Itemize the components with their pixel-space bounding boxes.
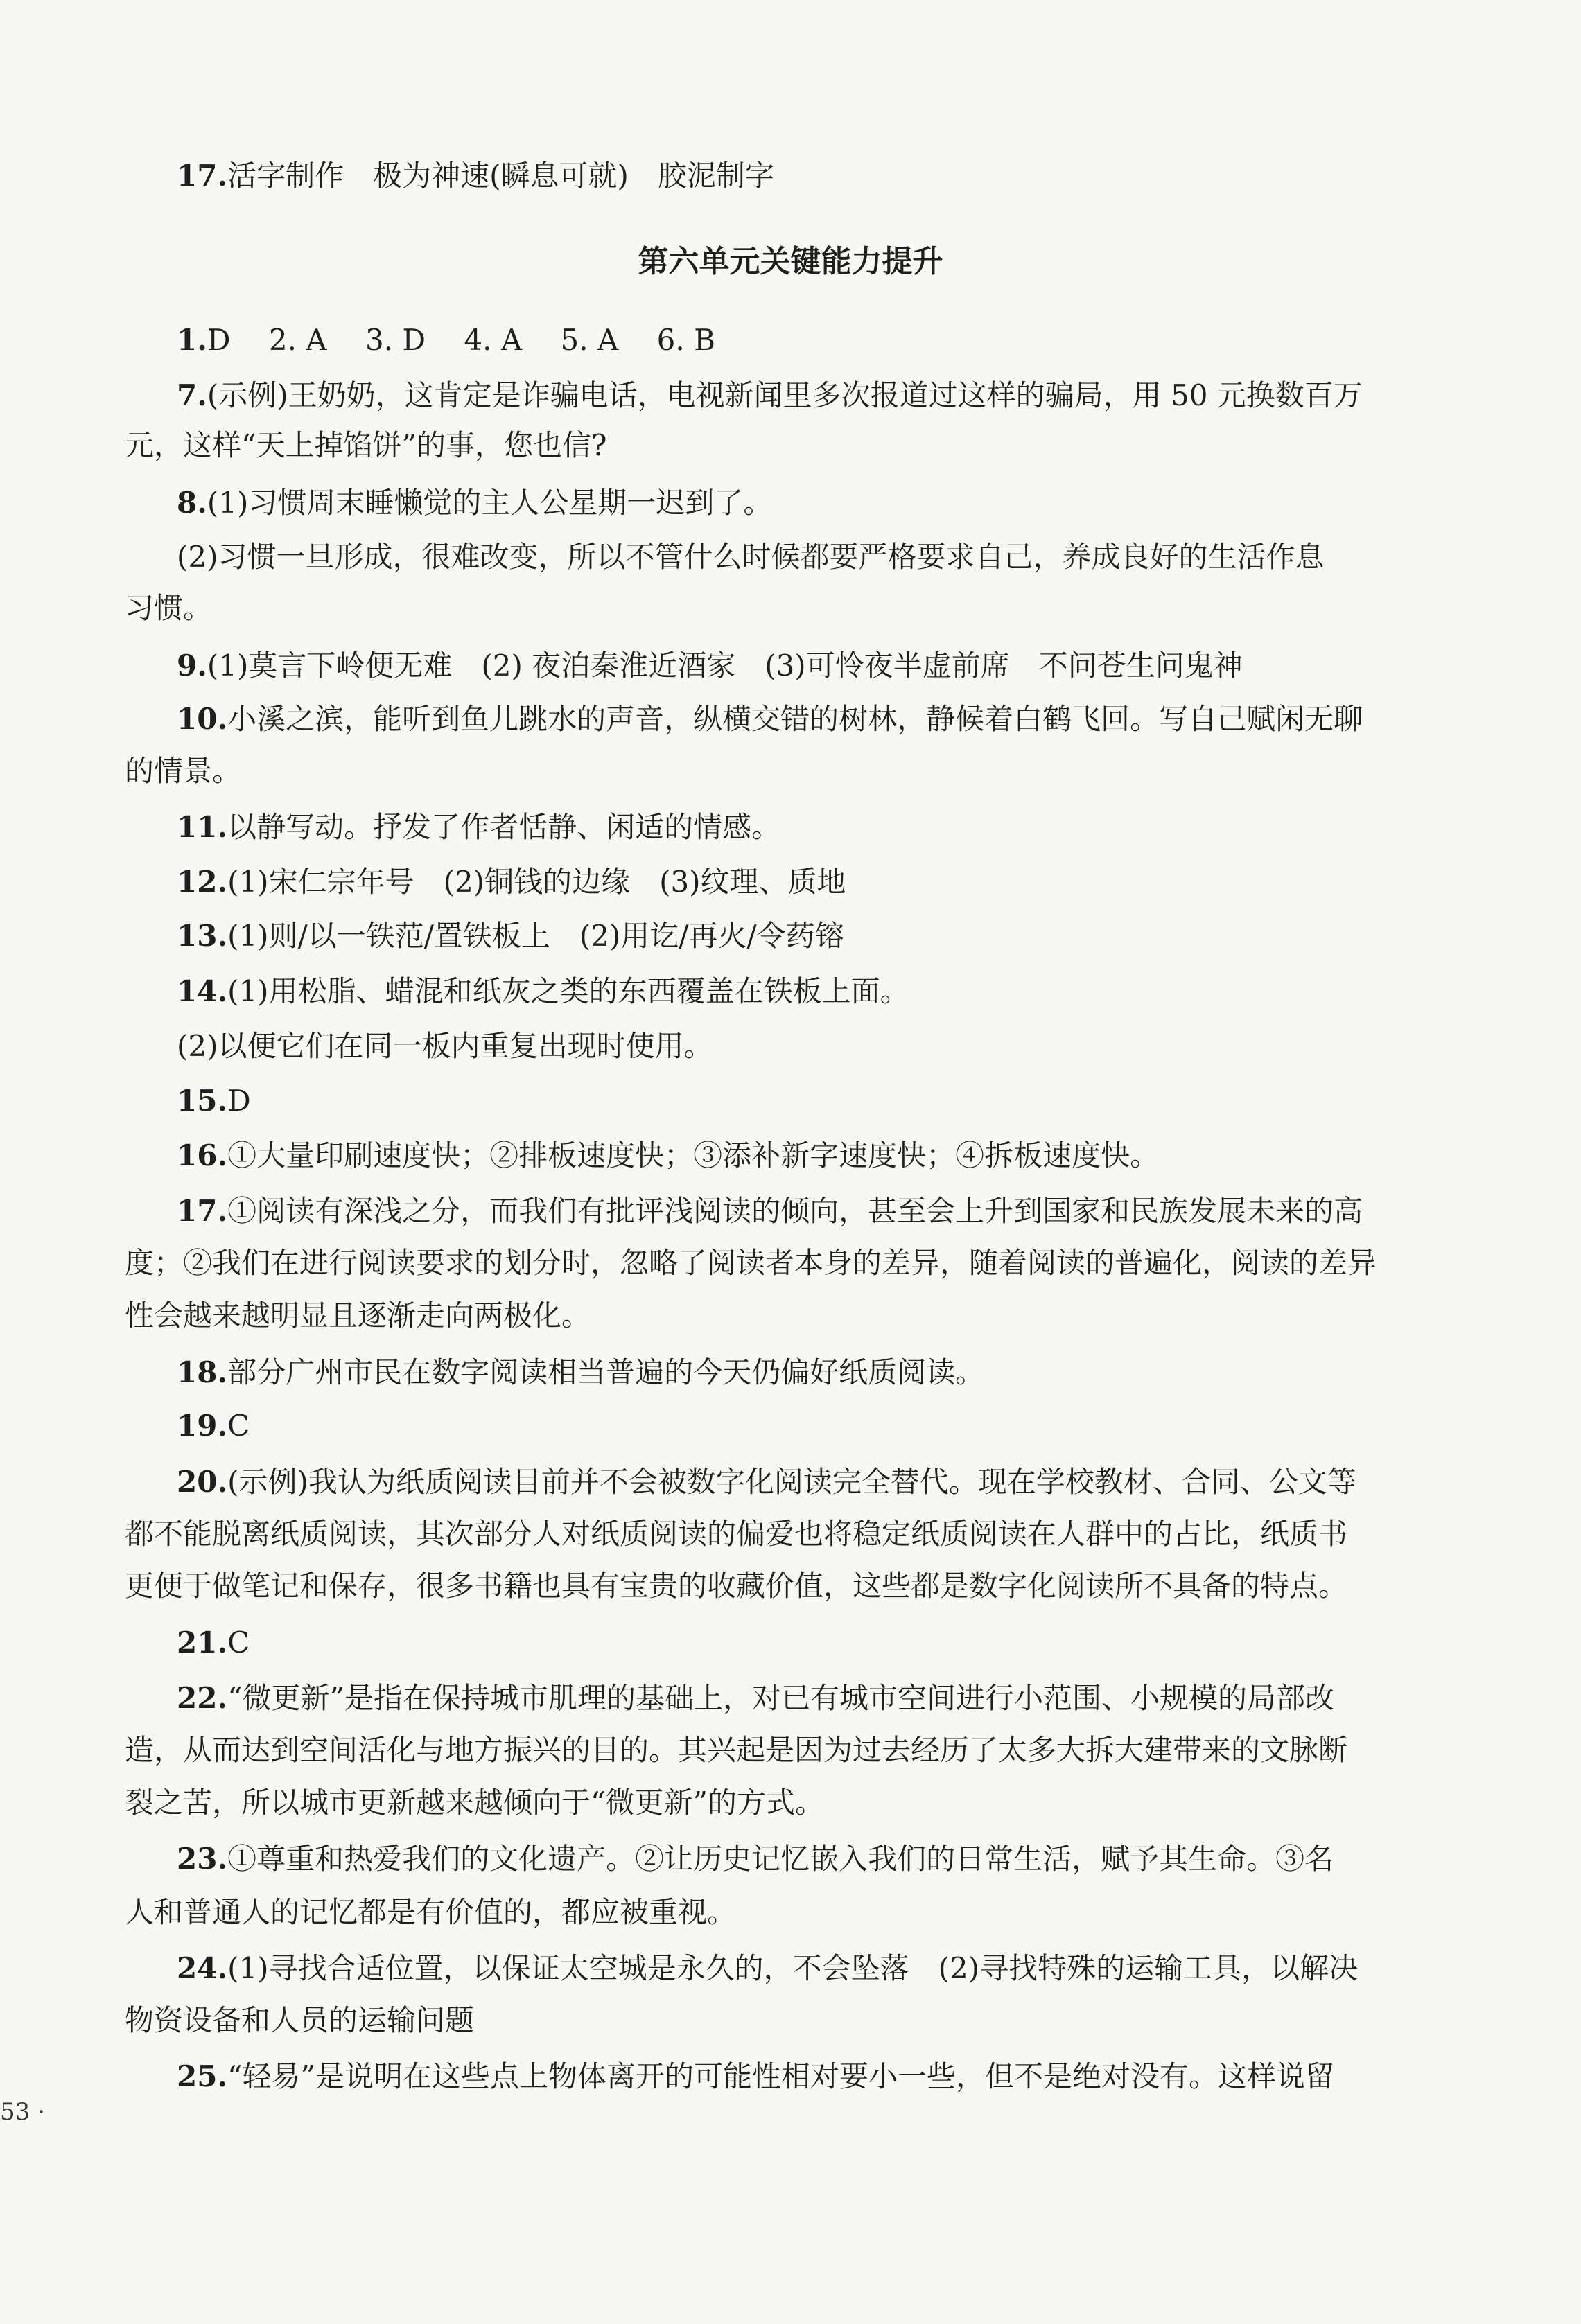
item-text: 造，从而达到空间活化与地方振兴的目的。其兴起是因为过去经历了太多大拆大建带来的文脉断: [125, 1733, 1348, 1767]
item-text: 人和普通人的记忆都是有价值的，都应被重视。: [125, 1895, 737, 1929]
item-text: (2)以便它们在同一板内重复出现时使用。: [177, 1029, 713, 1063]
answer-line: [177, 974, 909, 1010]
answer-line: [177, 864, 846, 900]
item-number: 10.: [177, 702, 228, 736]
answer-line-cont: [125, 428, 606, 464]
item-number: 24.: [177, 1951, 228, 1985]
item-text: 度；②我们在进行阅读要求的划分时，忽略了阅读者本身的差异，随着阅读的普遍化，阅读的差异: [125, 1246, 1377, 1280]
item-number: 20.: [177, 1465, 228, 1499]
answer-line-cont: [125, 2002, 474, 2039]
answer-line-cont: [125, 1568, 1347, 1604]
answer-line-cont: [125, 1732, 1347, 1768]
answer-line: [177, 1355, 984, 1391]
item-text: (1)习惯周末睡懒觉的主人公星期一迟到了。: [207, 486, 773, 520]
item-number: 21.: [177, 1626, 228, 1660]
answer-line: [177, 1680, 1334, 1716]
answer-line-sub: [177, 1028, 713, 1064]
item-number: 1.: [177, 323, 207, 357]
item-text: “轻易”是说明在这些点上物体离开的可能性相对要小一些，但不是绝对没有。这样说留: [227, 2059, 1335, 2093]
answer-line-cont: [125, 1894, 736, 1930]
answer-line: [177, 701, 1363, 737]
answer-line: [177, 2059, 1334, 2095]
answer-line-cont: [125, 590, 212, 626]
page-number: 53 ·: [0, 2098, 45, 2126]
answer-line: [177, 322, 715, 358]
item-text: (示例)我认为纸质阅读目前并不会被数字化阅读完全替代。现在学校教材、合同、公文等: [227, 1465, 1356, 1499]
item-number: 19.: [177, 1409, 228, 1443]
item-text: D 2. A 3. D 4. A 5. A 6. B: [207, 323, 715, 357]
answer-line: [177, 809, 780, 845]
item-number: 9.: [177, 649, 207, 683]
item-text: 活字制作 极为神速(瞬息可就) 胶泥制字: [227, 159, 774, 193]
answer-line: [177, 1408, 250, 1444]
item-number: 13.: [177, 919, 228, 953]
item-text: (1)寻找合适位置，以保证太空城是永久的，不会坠落 (2)寻找特殊的运输工具，以解决: [227, 1951, 1359, 1985]
item-text: ①尊重和热爱我们的文化遗产。②让历史记忆嵌入我们的日常生活，赋予其生命。③名: [227, 1842, 1334, 1876]
item-text: (1)则/以一铁范/置铁板上 (2)用讫/再火/令药镕: [227, 919, 844, 953]
answer-line-cont: [125, 753, 241, 789]
answer-line: [177, 378, 1363, 414]
item-text: (1)用松脂、蜡混和纸灰之类的东西覆盖在铁板上面。: [227, 974, 909, 1008]
answer-line: [177, 485, 772, 521]
item-text: (1)宋仁宗年号 (2)铜钱的边缘 (3)纹理、质地: [227, 865, 846, 899]
answer-line-cont: [125, 1245, 1377, 1281]
item-text: ①阅读有深浅之分，而我们有批评浅阅读的倾向，甚至会上升到国家和民族发展未来的高: [227, 1194, 1363, 1228]
item-text: ①大量印刷速度快；②排板速度快；③添补新字速度快；④拆板速度快。: [227, 1138, 1160, 1172]
item-number: 23.: [177, 1842, 228, 1876]
item-text: C: [227, 1409, 250, 1443]
item-number: 25.: [177, 2059, 228, 2093]
item-text: 以静写动。抒发了作者恬静、闲适的情感。: [227, 810, 781, 844]
item-text: C: [227, 1626, 250, 1660]
item-number: 15.: [177, 1084, 228, 1118]
answer-line: [177, 1464, 1356, 1500]
item-text: 小溪之滨，能听到鱼儿跳水的声音，纵横交错的树林，静候着白鹤飞回。写自己赋闲无聊: [227, 702, 1363, 736]
answer-line-cont: [125, 1298, 591, 1334]
answer-line: [177, 1138, 1159, 1174]
item-text: (示例)王奶奶，这肯定是诈骗电话，电视新闻里多次报道过这样的骗局，用 50 元换数百万: [207, 378, 1363, 412]
item-text: D: [227, 1084, 251, 1118]
answer-line-cont: [125, 1516, 1347, 1552]
item-text: 更便于做笔记和保存，很多书籍也具有宝贵的收藏价值，这些都是数字化阅读所不具备的特点。: [125, 1569, 1348, 1603]
item-text: 元，这样“天上掉馅饼”的事，您也信?: [125, 428, 607, 462]
item-text: 物资设备和人员的运输问题: [125, 2003, 475, 2037]
answer-line: [177, 1625, 250, 1661]
item-text: “微更新”是指在保持城市肌理的基础上，对已有城市空间进行小范围、小规模的局部改: [227, 1681, 1335, 1715]
answer-line-sub: [177, 539, 1325, 575]
answer-line: [177, 1951, 1358, 1987]
item-number: 17.: [177, 159, 228, 193]
answer-line: [177, 1083, 251, 1119]
item-number: 12.: [177, 865, 228, 899]
answer-line: [177, 918, 844, 954]
item-text: 部分广州市民在数字阅读相当普遍的今天仍偏好纸质阅读。: [227, 1355, 985, 1389]
item-text: 都不能脱离纸质阅读，其次部分人对纸质阅读的偏爱也将稳定纸质阅读在人群中的占比，纸质书: [125, 1517, 1348, 1551]
item-number: 7.: [177, 378, 207, 412]
item-number: 11.: [177, 810, 228, 844]
item-text: 性会越来越明显且逐渐走向两极化。: [125, 1299, 591, 1332]
answer-line: [177, 648, 1243, 684]
answer-line: [177, 1193, 1363, 1229]
item-text: (2)习惯一旦形成，很难改变，所以不管什么时候都要严格要求自己，养成良好的生活作息: [177, 540, 1325, 574]
answer-line: [177, 1841, 1334, 1877]
item-number: 17.: [177, 1194, 228, 1228]
item-text: 习惯。: [125, 591, 213, 625]
item-number: 14.: [177, 974, 228, 1008]
item-number: 18.: [177, 1355, 228, 1389]
item-number: 16.: [177, 1138, 228, 1172]
section-title: 第六单元关键能力提升: [638, 244, 943, 279]
answer-line-top-17: [177, 158, 774, 194]
item-number: 22.: [177, 1681, 228, 1715]
item-text: 裂之苦，所以城市更新越来越倾向于“微更新”的方式。: [125, 1786, 824, 1820]
answer-line-cont: [125, 1785, 824, 1821]
item-text: 的情景。: [125, 754, 242, 788]
item-number: 8.: [177, 486, 207, 520]
item-text: (1)莫言下岭便无难 (2) 夜泊秦淮近酒家 (3)可怜夜半虚前席 不问苍生问鬼神: [207, 649, 1243, 683]
